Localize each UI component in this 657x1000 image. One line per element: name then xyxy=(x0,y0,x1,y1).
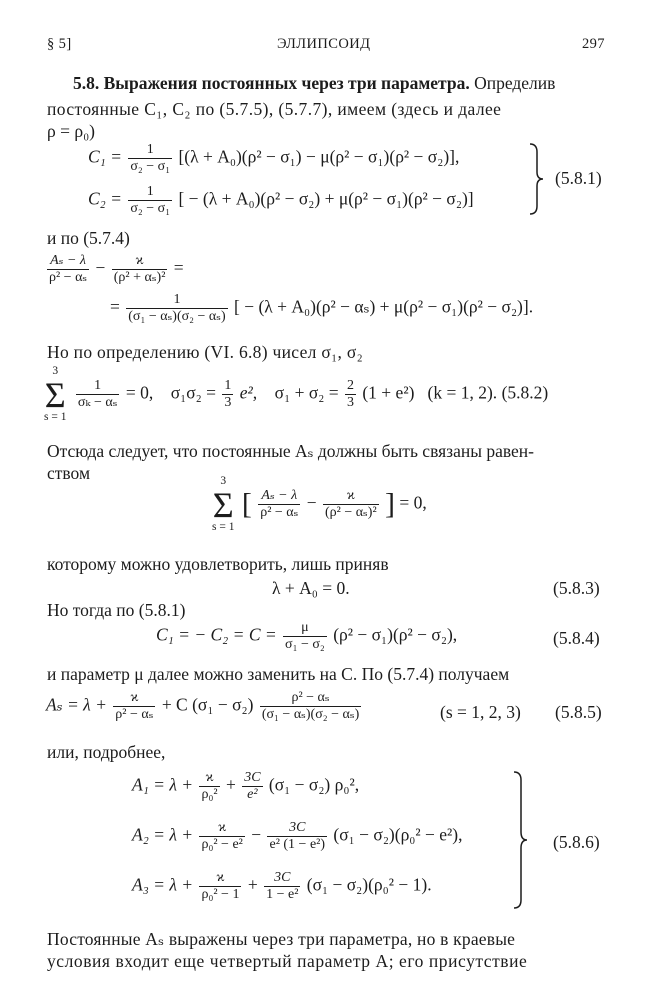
eq-5-8-2-label: (5.8.2) xyxy=(501,382,549,403)
eq-5-8-2-part3-rhs: (1 + e²) xyxy=(362,382,415,403)
text-final-2: условия входит еще четвертый параметр A; его присутствие xyxy=(47,951,528,971)
heading-line-2: постоянные C₁, C₂ по (5.7.5), (5.7.7), имеем (здесь и далее xyxy=(47,99,502,119)
sigma-glyph: Σ xyxy=(44,374,66,415)
sum-zero-top: 3 xyxy=(220,475,227,487)
text-hence-2: ством xyxy=(47,463,91,483)
unnum-frac-2 xyxy=(112,253,168,286)
eq-5-8-2-frac xyxy=(76,378,120,411)
bracket-close: ] xyxy=(385,487,396,521)
eq-5-8-2-part1: = 0, xyxy=(125,382,154,403)
section-ref: § 5] xyxy=(47,36,72,52)
heading-line-3: ρ = ρ₀) xyxy=(47,121,96,141)
unnum-line2-eq: = xyxy=(110,296,120,317)
eq-5-8-6-a1 xyxy=(132,770,359,803)
eq-5-8-1-c1 xyxy=(88,142,459,175)
sum-top: 3 xyxy=(52,365,59,377)
a2-f1-num: ϰ xyxy=(199,820,244,837)
text-po-574: и по (5.7.4) xyxy=(47,228,130,248)
part2-num: 1 xyxy=(222,378,233,395)
a2-f1-den: ρ₀² − e² xyxy=(201,837,243,853)
eq-5-8-4-frac xyxy=(283,620,327,653)
a1-frac-1 xyxy=(199,770,219,803)
eq-5-8-2-part3-lhs: σ₁ + σ₂ = xyxy=(274,382,339,403)
unnum-line2-rhs: [ − (λ + A₀)(ρ² − αₛ) + μ(ρ² − σ₁)(ρ² − σ₂)]. xyxy=(234,296,534,317)
page-number: 297 xyxy=(582,36,605,52)
part2-den: 3 xyxy=(224,395,232,411)
text-final-1: Постоянные Aₛ выражены через три параметра, но в краевые xyxy=(47,929,516,949)
sum-zero-minus: − xyxy=(306,492,317,513)
a2-f2-den: e² (1 − e²) xyxy=(269,837,326,853)
a1-rhs: (σ₁ − σ₂) ρ₀², xyxy=(268,774,360,795)
text-then: Но тогда по (5.8.1) xyxy=(47,600,186,620)
a2-f2-num: 3C xyxy=(267,820,327,837)
part3-num: 2 xyxy=(345,378,356,395)
unnum-f3-num: 1 xyxy=(126,292,227,309)
bracket-open: [ xyxy=(241,487,252,521)
eq-5-8-1-label: (5.8.1) xyxy=(555,168,602,188)
eq-5-8-4-lhs: C₁ = − C₂ = C = xyxy=(156,624,277,645)
a3-frac-2 xyxy=(264,870,300,903)
c1-fraction xyxy=(128,142,172,175)
unnum-f1-num: Aₛ − λ xyxy=(47,253,89,270)
a1-frac-2 xyxy=(242,770,262,803)
eq-5-8-1-c2 xyxy=(88,184,474,217)
part3-den: 3 xyxy=(346,395,354,411)
c1-lhs: C₁ = xyxy=(88,146,122,167)
text-definition: Но по определению (VI. 6.8) чисел σ₁, σ₂ xyxy=(47,342,363,362)
a2-minus: − xyxy=(251,824,262,845)
eq-5-8-6-brace xyxy=(512,770,528,910)
a3-f1-den: ρ₀² − 1 xyxy=(201,887,240,903)
c1-frac-den: σ₂ − σ₁ xyxy=(130,159,171,175)
eq-5-8-6-a2 xyxy=(132,820,463,853)
sum-zero-symbol xyxy=(212,476,234,533)
sum-zero-frac-1 xyxy=(258,488,300,521)
eq-5-8-4-den: σ₁ − σ₂ xyxy=(285,637,325,653)
a1-f2-num: 3C xyxy=(242,770,262,787)
eq-5-8-3-expr: λ + A₀ = 0. xyxy=(272,578,350,598)
eq-sum-zero xyxy=(212,476,427,533)
eq-5-8-4 xyxy=(156,620,457,653)
unnum-eq-sign: = xyxy=(173,257,184,278)
eq-5-8-2-part2-rhs: e², xyxy=(239,382,258,403)
a3-f2-num: 3C xyxy=(264,870,300,887)
eq-5-8-2-condition: (k = 1, 2). xyxy=(427,382,498,403)
a1-plus: + xyxy=(225,774,236,795)
text-hence-1: Отсюда следует, что постоянные Aₛ должны быть связаны равен- xyxy=(47,441,534,461)
heading-line-1 xyxy=(73,73,555,94)
eq-unnumbered-line1 xyxy=(45,253,184,286)
a1-f1-den: ρ₀² xyxy=(201,787,218,803)
text-param-mu: и параметр μ далее можно заменить на C. По (5.7.4) получаем xyxy=(47,664,510,684)
eq-5-8-4-rhs: (ρ² − σ₁)(ρ² − σ₂), xyxy=(333,624,458,645)
eq-5-8-5-f2-num: ρ² − αₛ xyxy=(260,690,361,707)
unnum-f2-num: ϰ xyxy=(112,253,168,270)
unnum-frac-1 xyxy=(47,253,89,286)
c2-rhs: [ − (λ + A₀)(ρ² − σ₂) + μ(ρ² − σ₁)(ρ² − σ₂)] xyxy=(178,188,474,209)
section-number: 5.8. xyxy=(73,73,100,93)
sum-zero-frac-2 xyxy=(323,488,379,521)
eq-5-8-5-frac-2 xyxy=(260,690,361,723)
running-title: ЭЛЛИПСОИД xyxy=(277,36,371,52)
a3-rhs: (σ₁ − σ₂)(ρ₀² − 1). xyxy=(306,874,432,895)
eq-5-8-2-part2-frac xyxy=(222,378,233,411)
unnum-f3-den: (σ₁ − αₛ)(σ₂ − αₛ) xyxy=(128,309,226,325)
a2-frac-2 xyxy=(267,820,327,853)
a3-plus: + xyxy=(247,874,258,895)
a1-f1-num: ϰ xyxy=(199,770,219,787)
eq-5-8-4-num: μ xyxy=(283,620,327,637)
unnum-minus: − xyxy=(95,257,106,278)
eq-5-8-4-label: (5.8.4) xyxy=(553,628,600,648)
a2-lhs: A₂ = λ + xyxy=(132,824,194,845)
sum-zero-bottom: s = 1 xyxy=(212,520,235,533)
a2-rhs: (σ₁ − σ₂)(ρ₀² − e²), xyxy=(333,824,463,845)
eq-5-8-6-label: (5.8.6) xyxy=(553,832,600,852)
eq-5-8-2-num: 1 xyxy=(76,378,120,395)
eq-unnumbered-line2 xyxy=(110,292,533,325)
eq-5-8-5-frac-1 xyxy=(113,690,155,723)
a1-f2-den: e² xyxy=(247,787,258,803)
a3-f1-num: ϰ xyxy=(199,870,241,887)
unnum-f2-den: (ρ² + αₛ)² xyxy=(113,270,166,286)
sum-zero-f2-num: ϰ xyxy=(323,488,379,505)
sum-zero-rhs: = 0, xyxy=(399,492,427,513)
sum-bottom: s = 1 xyxy=(44,410,67,423)
eq-5-8-2-part3-frac xyxy=(345,378,356,411)
eq-5-8-5-lhs: Aₛ = λ + xyxy=(46,694,107,715)
eq-5-8-2-part2-lhs: σ₁σ₂ = xyxy=(170,382,217,403)
eq-5-8-5-f1-num: ϰ xyxy=(113,690,155,707)
c2-fraction xyxy=(128,184,172,217)
c2-frac-num: 1 xyxy=(128,184,172,201)
c1-frac-num: 1 xyxy=(128,142,172,159)
unnum-frac-3 xyxy=(126,292,227,325)
c2-lhs: C₂ = xyxy=(88,188,122,209)
eq-5-8-5 xyxy=(46,690,363,723)
sum-zero-f2-den: (ρ² − αₛ)² xyxy=(324,505,377,521)
eq-5-8-5-label: (5.8.5) xyxy=(555,702,602,722)
eq-5-8-1-brace xyxy=(528,142,544,216)
a3-frac-1 xyxy=(199,870,241,903)
eq-5-8-5-f1-den: ρ² − αₛ xyxy=(115,707,154,723)
eq-5-8-5-f2-den: (σ₁ − αₛ)(σ₂ − αₛ) xyxy=(261,707,360,723)
section-title: Выражения постоянных через три параметра. xyxy=(103,73,470,93)
eq-5-8-2 xyxy=(44,366,548,423)
sum-symbol xyxy=(44,366,66,423)
sum-zero-f1-num: Aₛ − λ xyxy=(258,488,300,505)
eq-5-8-5-condition: (s = 1, 2, 3) xyxy=(440,702,521,722)
a1-lhs: A₁ = λ + xyxy=(132,774,194,795)
eq-5-8-5-mid: + C (σ₁ − σ₂) xyxy=(161,694,254,715)
text-or-detailed: или, подробнее, xyxy=(47,742,166,762)
eq-5-8-2-den: σₖ − αₛ xyxy=(77,395,118,411)
a3-f2-den: 1 − e² xyxy=(266,887,299,903)
text-satisfy: которому можно удовлетворить, лишь приняв xyxy=(47,554,389,574)
sigma-glyph-2: Σ xyxy=(212,484,234,525)
a2-frac-1 xyxy=(199,820,244,853)
c2-frac-den: σ₂ − σ₁ xyxy=(130,201,171,217)
a3-lhs: A₃ = λ + xyxy=(132,874,194,895)
eq-5-8-6-a3 xyxy=(132,870,432,903)
sum-zero-f1-den: ρ² − αₛ xyxy=(260,505,299,521)
c1-rhs: [(λ + A₀)(ρ² − σ₁) − μ(ρ² − σ₁)(ρ² − σ₂)], xyxy=(178,146,460,167)
unnum-f1-den: ρ² − αₛ xyxy=(49,270,88,286)
heading-line1-rest: Определив xyxy=(474,73,556,93)
eq-5-8-3-label: (5.8.3) xyxy=(553,578,600,598)
